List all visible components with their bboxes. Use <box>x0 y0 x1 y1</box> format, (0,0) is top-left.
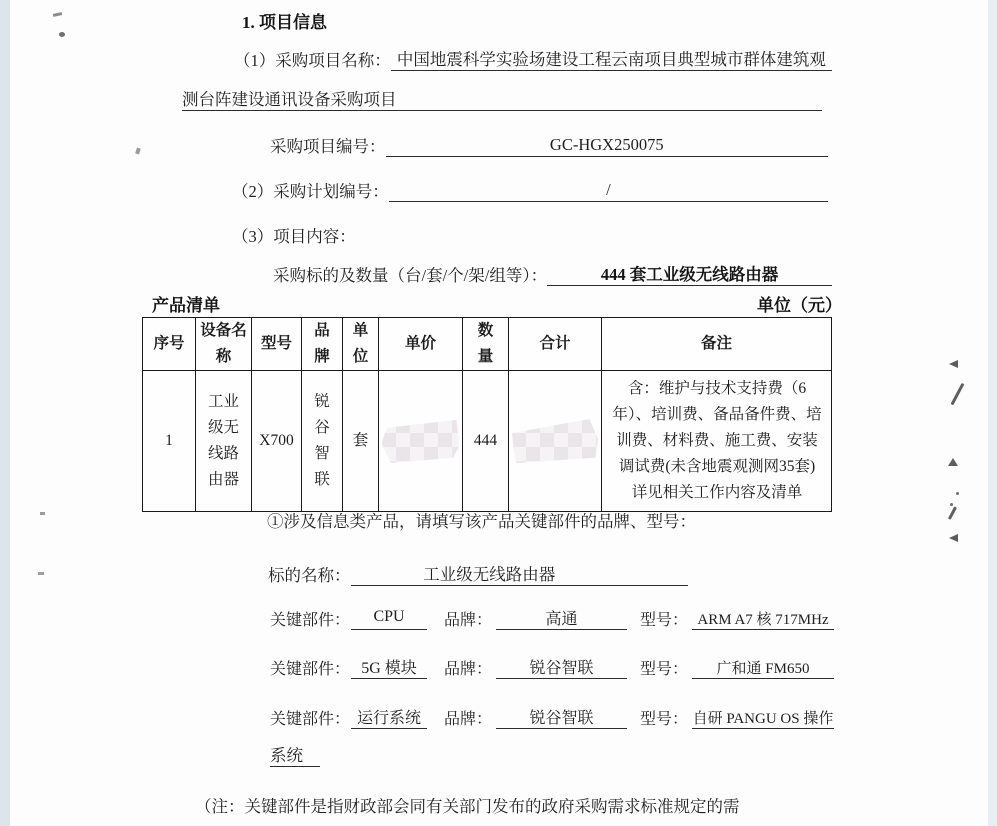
project-name-line2 <box>182 86 822 111</box>
col-header-brand: 品牌 <box>302 318 343 371</box>
key-part-2-model: 广和通 FM650 <box>692 657 834 679</box>
redacted-unit-price <box>382 419 460 463</box>
key-part-2-name: 5G 模块 <box>351 655 427 679</box>
cell-unit: 套 <box>343 371 379 512</box>
col-header-remark: 备注 <box>602 318 832 371</box>
project-number-label: 采购项目编号： <box>270 137 386 156</box>
col-header-total: 合计 <box>509 318 602 371</box>
key-part-label: 关键部件： <box>270 612 351 629</box>
margin-mark <box>956 492 959 495</box>
table-row <box>143 371 832 512</box>
col-header-qty: 数量 <box>463 318 509 371</box>
margin-mark <box>948 506 957 520</box>
key-part-3-brand: 锐谷智联 <box>496 705 627 729</box>
unit-note: 单位（元） <box>757 296 842 315</box>
cell-unit-price <box>379 371 463 512</box>
col-header-price: 单价 <box>379 318 463 371</box>
footnote: （注：关键部件是指财政部会同有关部门发布的政府采购需求标准规定的需 <box>195 797 740 816</box>
key-part-3-model: 自研 PANGU OS 操作 <box>692 707 834 729</box>
margin-mark <box>948 458 958 466</box>
col-header-device: 设备名称 <box>196 318 252 371</box>
scan-speck <box>40 512 45 515</box>
section-title: 1. 项目信息 <box>242 13 327 32</box>
col-header-model: 型号 <box>252 318 302 371</box>
key-part-1-brand: 高通 <box>496 606 627 630</box>
product-list-title: 产品清单 <box>152 296 220 315</box>
subject-line <box>273 261 832 286</box>
model-label: 型号： <box>640 711 689 728</box>
margin-mark <box>951 383 964 405</box>
col-header-seq: 序号 <box>143 318 196 371</box>
cell-brand: 锐谷智联 <box>302 371 343 512</box>
plan-number-label: （2）采购计划编号： <box>232 182 389 201</box>
project-content-label: （3）项目内容： <box>232 227 356 246</box>
scan-speck <box>135 148 141 155</box>
model-label: 型号： <box>640 661 689 678</box>
margin-mark <box>950 503 953 506</box>
product-list-bar <box>152 291 842 316</box>
key-part-label: 关键部件： <box>270 661 351 678</box>
key-part-1-name: CPU <box>351 608 427 630</box>
subject-value: 444 套工业级无线路由器 <box>547 261 832 286</box>
table-header-row <box>143 318 832 371</box>
scan-edge-left <box>0 0 10 826</box>
project-name-value-line1: 中国地震科学实验场建设工程云南项目典型城市群体建筑观 <box>391 46 832 71</box>
cell-remark: 含：维护与技术支持费（6年）、培训费、备品备件费、培训费、材料费、施工费、安装调试费(未含地震观测网35套)详见相关工作内容及清单 <box>602 371 832 512</box>
key-part-1-model: ARM A7 核 717MHz <box>692 608 834 630</box>
project-name-value-line2: 测台阵建设通讯设备采购项目 <box>182 86 822 111</box>
key-part-label: 关键部件： <box>270 711 351 728</box>
project-name-label: （1）采购项目名称： <box>234 51 391 70</box>
key-part-3-name: 运行系统 <box>351 705 427 729</box>
brand-label: 品牌： <box>444 612 493 629</box>
cell-total <box>509 371 602 512</box>
key-part-row-1 <box>270 606 834 630</box>
margin-mark <box>949 360 958 368</box>
cell-seq: 1 <box>143 371 196 512</box>
col-header-unit: 单位 <box>343 318 379 371</box>
key-part-row-3 <box>270 705 834 729</box>
key-part-3-model-wrap <box>270 742 320 767</box>
scan-speck <box>38 572 44 575</box>
margin-mark <box>949 534 958 542</box>
scan-speck <box>53 12 62 17</box>
brand-label: 品牌： <box>444 711 493 728</box>
cell-device-name: 工业级无线路由器 <box>196 371 252 512</box>
model-label: 型号： <box>640 612 689 629</box>
subject-name-value: 工业级无线路由器 <box>351 561 689 586</box>
key-part-3-model-line2: 系统 <box>270 742 320 767</box>
subject-name-line <box>268 561 688 586</box>
scan-edge-right <box>988 0 997 826</box>
project-number-value: GC-HGX250075 <box>386 135 829 157</box>
subject-name-label: 标的名称： <box>268 566 351 585</box>
plan-number-value: / <box>389 180 828 202</box>
brand-label: 品牌： <box>444 661 493 678</box>
cell-model: X700 <box>252 371 302 512</box>
subject-label: 采购标的及数量（台/套/个/架/组等）： <box>273 266 548 285</box>
project-number-line <box>270 133 828 157</box>
info-note: ①涉及信息类产品，请填写该产品关键部件的品牌、型号： <box>267 512 696 531</box>
plan-number-line <box>232 178 828 202</box>
product-table <box>142 317 832 512</box>
key-part-row-2 <box>270 655 834 679</box>
cell-quantity: 444 <box>463 371 509 512</box>
redacted-total <box>512 419 598 463</box>
key-part-2-brand: 锐谷智联 <box>496 655 627 679</box>
scan-speck <box>59 32 65 37</box>
project-name-line1 <box>234 46 832 71</box>
